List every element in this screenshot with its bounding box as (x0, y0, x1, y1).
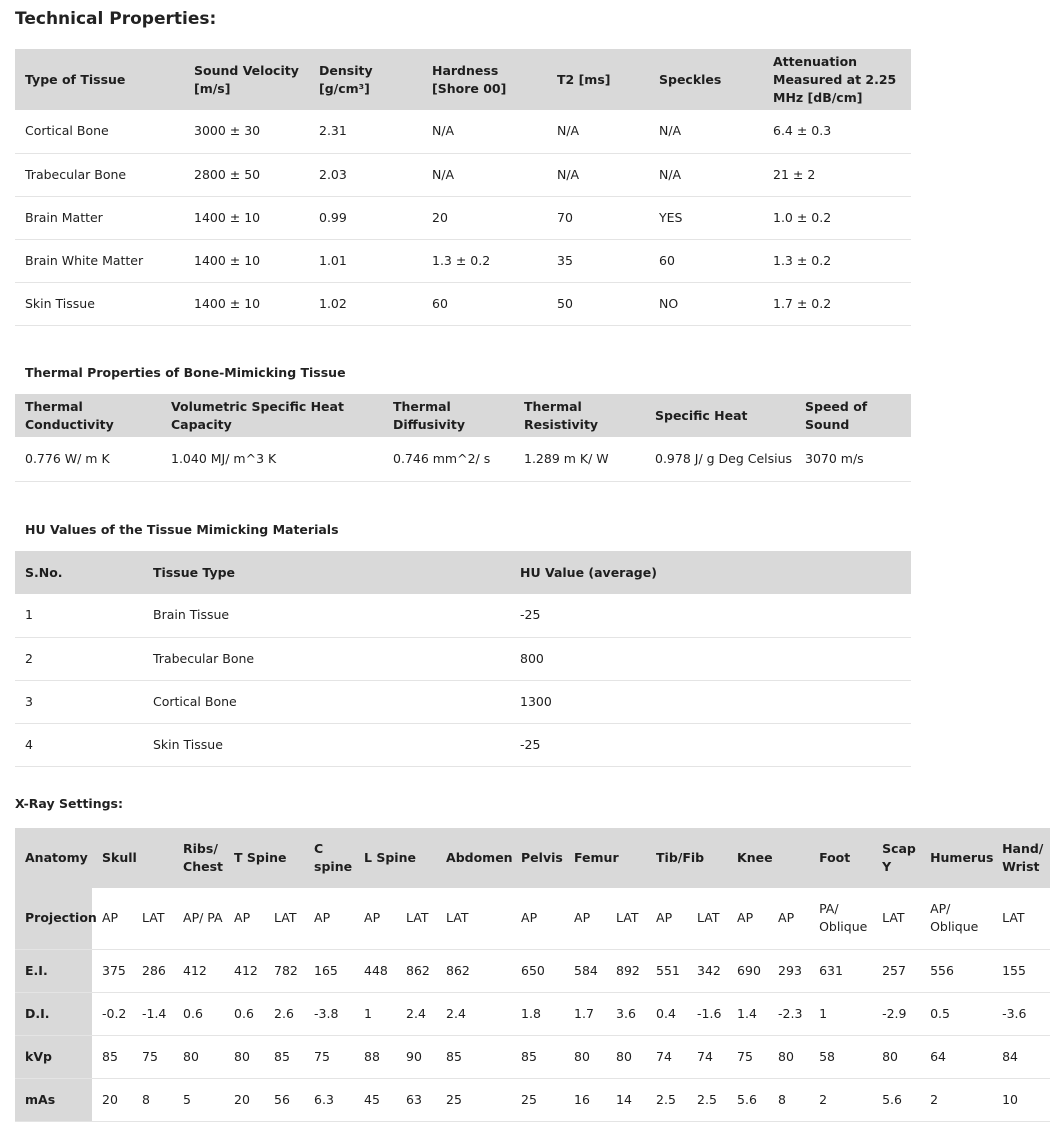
table-cell: 8 (768, 1078, 809, 1121)
table-cell: -1.6 (687, 992, 727, 1035)
table-cell: 74 (687, 1035, 727, 1078)
table-cell: N/A (649, 153, 763, 196)
anatomy-header: Hand/ Wrist (992, 828, 1050, 888)
table-cell: 75 (132, 1035, 173, 1078)
projection-cell: AP/ Oblique (920, 888, 992, 949)
table-cell: 690 (727, 949, 768, 992)
anatomy-header: Scap Y (872, 828, 920, 888)
column-header: Attenuation Measured at 2.25 MHz [dB/cm] (763, 49, 911, 110)
table-cell: 5.6 (727, 1078, 768, 1121)
table-cell: 4 (15, 723, 143, 766)
projection-cell: LAT (132, 888, 173, 949)
table-cell: 25 (436, 1078, 511, 1121)
table-cell: Trabecular Bone (15, 153, 184, 196)
anatomy-header: Abdomen (436, 828, 511, 888)
column-header: HU Value (average) (510, 551, 911, 594)
projection-cell: AP (646, 888, 687, 949)
table-cell: 862 (436, 949, 511, 992)
table-cell: 286 (132, 949, 173, 992)
table-cell: 5.6 (872, 1078, 920, 1121)
thermal-properties-table (15, 394, 911, 482)
projection-cell: LAT (436, 888, 511, 949)
anatomy-header: Knee (727, 828, 809, 888)
table-cell: 2800 ± 50 (184, 153, 309, 196)
table-cell: 1.3 ± 0.2 (763, 239, 911, 282)
xray-settings-table (15, 828, 1050, 1122)
table-cell: 84 (992, 1035, 1050, 1078)
table-cell: 1 (809, 992, 872, 1035)
xray-heading: X-Ray Settings: (15, 796, 123, 811)
column-header: Speed of Sound (795, 394, 911, 437)
table-cell: 1.02 (309, 282, 422, 325)
table-cell: 10 (992, 1078, 1050, 1121)
table-row (15, 680, 911, 723)
table-cell: 20 (422, 196, 547, 239)
column-header: Thermal Resistivity (514, 394, 645, 437)
table-cell: 2 (809, 1078, 872, 1121)
table-row (15, 594, 911, 637)
table-cell: 80 (768, 1035, 809, 1078)
table-cell: -1.4 (132, 992, 173, 1035)
table-row (15, 949, 1050, 992)
table-cell: 8 (132, 1078, 173, 1121)
table-cell: 20 (224, 1078, 264, 1121)
table-header-row (15, 49, 911, 110)
table-cell: Brain Tissue (143, 594, 510, 637)
anatomy-header: Humerus (920, 828, 992, 888)
table-cell: 650 (511, 949, 564, 992)
projection-cell: LAT (264, 888, 304, 949)
table-cell: Cortical Bone (15, 110, 184, 153)
table-cell: 1.01 (309, 239, 422, 282)
table-cell: N/A (649, 110, 763, 153)
table-row (15, 637, 911, 680)
table-cell: 80 (872, 1035, 920, 1078)
table-cell: -25 (510, 594, 911, 637)
table-cell: 1400 ± 10 (184, 239, 309, 282)
table-cell: 6.3 (304, 1078, 354, 1121)
table-cell: 1.3 ± 0.2 (422, 239, 547, 282)
column-header: Thermal Diffusivity (383, 394, 514, 437)
table-cell: Trabecular Bone (143, 637, 510, 680)
table-cell: 14 (606, 1078, 646, 1121)
table-cell: 58 (809, 1035, 872, 1078)
page-title: Technical Properties: (15, 9, 217, 29)
table-cell: 5 (173, 1078, 224, 1121)
projection-cell: LAT (606, 888, 646, 949)
projection-cell: AP (224, 888, 264, 949)
anatomy-header: Skull (92, 828, 173, 888)
table-cell: 2.31 (309, 110, 422, 153)
table-cell: -0.2 (92, 992, 132, 1035)
table-cell: 1 (354, 992, 396, 1035)
projection-cell: LAT (687, 888, 727, 949)
column-header: Volumetric Specific Heat Capacity (161, 394, 383, 437)
table-cell: 1.0 ± 0.2 (763, 196, 911, 239)
column-header: Density [g/cm³] (309, 49, 422, 110)
column-header: Tissue Type (143, 551, 510, 594)
projection-cell: AP (511, 888, 564, 949)
table-cell: -3.6 (992, 992, 1050, 1035)
table-cell: 90 (396, 1035, 436, 1078)
column-header: T2 [ms] (547, 49, 649, 110)
row-label: kVp (15, 1035, 92, 1078)
table-cell: 56 (264, 1078, 304, 1121)
column-header: Type of Tissue (15, 49, 184, 110)
table-cell: 0.5 (920, 992, 992, 1035)
table-cell: Cortical Bone (143, 680, 510, 723)
table-row (15, 1035, 1050, 1078)
table-cell: -25 (510, 723, 911, 766)
projection-cell: AP (304, 888, 354, 949)
table-cell: YES (649, 196, 763, 239)
table-cell: 21 ± 2 (763, 153, 911, 196)
table-cell: 64 (920, 1035, 992, 1078)
projection-cell: AP (92, 888, 132, 949)
anatomy-header: Femur (564, 828, 646, 888)
table-cell: 2.4 (396, 992, 436, 1035)
table-cell: 0.6 (224, 992, 264, 1035)
table-cell: 80 (564, 1035, 606, 1078)
table-cell: Skin Tissue (143, 723, 510, 766)
table-cell: 6.4 ± 0.3 (763, 110, 911, 153)
table-cell: 1400 ± 10 (184, 196, 309, 239)
projection-cell: AP (727, 888, 768, 949)
table-cell: 80 (606, 1035, 646, 1078)
table-cell: 3.6 (606, 992, 646, 1035)
table-cell: 3 (15, 680, 143, 723)
table-cell: 25 (511, 1078, 564, 1121)
table-row (15, 196, 911, 239)
projection-cell: LAT (992, 888, 1050, 949)
table-cell: 16 (564, 1078, 606, 1121)
table-cell: 2 (15, 637, 143, 680)
table-cell: 1400 ± 10 (184, 282, 309, 325)
table-row (15, 723, 911, 766)
table-cell: 0.776 W/ m K (15, 437, 161, 481)
row-label: E.I. (15, 949, 92, 992)
table-cell: 155 (992, 949, 1050, 992)
thermal-heading: Thermal Properties of Bone-Mimicking Tissue (25, 365, 346, 380)
table-cell: Brain Matter (15, 196, 184, 239)
table-cell: 2.5 (687, 1078, 727, 1121)
column-header: Sound Velocity [m/s] (184, 49, 309, 110)
hu-heading: HU Values of the Tissue Mimicking Materials (25, 522, 339, 537)
table-cell: -3.8 (304, 992, 354, 1035)
table-row (15, 437, 911, 481)
table-cell: 551 (646, 949, 687, 992)
projection-cell: AP (354, 888, 396, 949)
anatomy-row (15, 828, 1050, 888)
table-cell: 3070 m/s (795, 437, 911, 481)
table-row (15, 992, 1050, 1035)
table-cell: 1 (15, 594, 143, 637)
projection-cell: AP (768, 888, 809, 949)
table-cell: 782 (264, 949, 304, 992)
anatomy-label: Anatomy (15, 828, 92, 888)
table-cell: 85 (92, 1035, 132, 1078)
table-cell: 50 (547, 282, 649, 325)
table-cell: 74 (646, 1035, 687, 1078)
table-cell: 1.7 ± 0.2 (763, 282, 911, 325)
table-cell: 60 (422, 282, 547, 325)
table-cell: 862 (396, 949, 436, 992)
table-cell: 60 (649, 239, 763, 282)
table-cell: 85 (511, 1035, 564, 1078)
table-cell: 2.4 (436, 992, 511, 1035)
table-cell: 631 (809, 949, 872, 992)
table-cell: N/A (547, 153, 649, 196)
projection-row (15, 888, 1050, 949)
column-header: Specific Heat (645, 394, 795, 437)
column-header: Hardness [Shore 00] (422, 49, 547, 110)
table-cell: 20 (92, 1078, 132, 1121)
projection-cell: LAT (396, 888, 436, 949)
table-cell: 165 (304, 949, 354, 992)
table-cell: 1.289 m K/ W (514, 437, 645, 481)
table-cell: 2.6 (264, 992, 304, 1035)
row-label: mAs (15, 1078, 92, 1121)
table-row (15, 110, 911, 153)
anatomy-header: C spine (304, 828, 354, 888)
table-cell: 35 (547, 239, 649, 282)
table-cell: 412 (224, 949, 264, 992)
table-cell: 3000 ± 30 (184, 110, 309, 153)
projection-cell: AP/ PA (173, 888, 224, 949)
table-cell: 1300 (510, 680, 911, 723)
table-row (15, 1078, 1050, 1121)
projection-cell: AP (564, 888, 606, 949)
table-cell: 0.746 mm^2/ s (383, 437, 514, 481)
acoustic-properties-table (15, 49, 911, 326)
table-cell: 85 (436, 1035, 511, 1078)
table-cell: 0.4 (646, 992, 687, 1035)
anatomy-header: L Spine (354, 828, 436, 888)
table-cell: 2 (920, 1078, 992, 1121)
column-header: Thermal Conductivity (15, 394, 161, 437)
table-cell: 1.040 MJ/ m^3 K (161, 437, 383, 481)
table-cell: 80 (173, 1035, 224, 1078)
table-cell: 75 (304, 1035, 354, 1078)
anatomy-header: Foot (809, 828, 872, 888)
table-cell: 85 (264, 1035, 304, 1078)
table-row (15, 239, 911, 282)
table-cell: 293 (768, 949, 809, 992)
row-label: D.I. (15, 992, 92, 1035)
projection-label: Projection (15, 888, 92, 949)
table-cell: N/A (422, 153, 547, 196)
table-cell: 342 (687, 949, 727, 992)
table-cell: 63 (396, 1078, 436, 1121)
table-cell: 375 (92, 949, 132, 992)
anatomy-header: Pelvis (511, 828, 564, 888)
anatomy-header: T Spine (224, 828, 304, 888)
table-cell: 1.8 (511, 992, 564, 1035)
table-cell: 892 (606, 949, 646, 992)
table-cell: 412 (173, 949, 224, 992)
table-header-row (15, 394, 911, 437)
anatomy-header: Ribs/ Chest (173, 828, 224, 888)
table-cell: 2.03 (309, 153, 422, 196)
table-cell: 257 (872, 949, 920, 992)
table-row (15, 282, 911, 325)
table-cell: 0.6 (173, 992, 224, 1035)
table-cell: NO (649, 282, 763, 325)
table-cell: 0.978 J/ g Deg Celsius (645, 437, 795, 481)
table-cell: 80 (224, 1035, 264, 1078)
hu-values-table (15, 551, 911, 767)
column-header: Speckles (649, 49, 763, 110)
projection-cell: LAT (872, 888, 920, 949)
table-cell: N/A (422, 110, 547, 153)
table-cell: 45 (354, 1078, 396, 1121)
projection-cell: PA/ Oblique (809, 888, 872, 949)
table-cell: 70 (547, 196, 649, 239)
table-cell: 584 (564, 949, 606, 992)
table-header-row (15, 551, 911, 594)
table-cell: 1.7 (564, 992, 606, 1035)
table-cell: Brain White Matter (15, 239, 184, 282)
table-cell: 88 (354, 1035, 396, 1078)
table-cell: 2.5 (646, 1078, 687, 1121)
column-header: S.No. (15, 551, 143, 594)
table-cell: 448 (354, 949, 396, 992)
table-cell: 75 (727, 1035, 768, 1078)
table-cell: -2.3 (768, 992, 809, 1035)
table-cell: -2.9 (872, 992, 920, 1035)
table-cell: 800 (510, 637, 911, 680)
table-cell: 1.4 (727, 992, 768, 1035)
table-cell: 556 (920, 949, 992, 992)
table-cell: 0.99 (309, 196, 422, 239)
table-row (15, 153, 911, 196)
table-cell: Skin Tissue (15, 282, 184, 325)
anatomy-header: Tib/Fib (646, 828, 727, 888)
table-cell: N/A (547, 110, 649, 153)
